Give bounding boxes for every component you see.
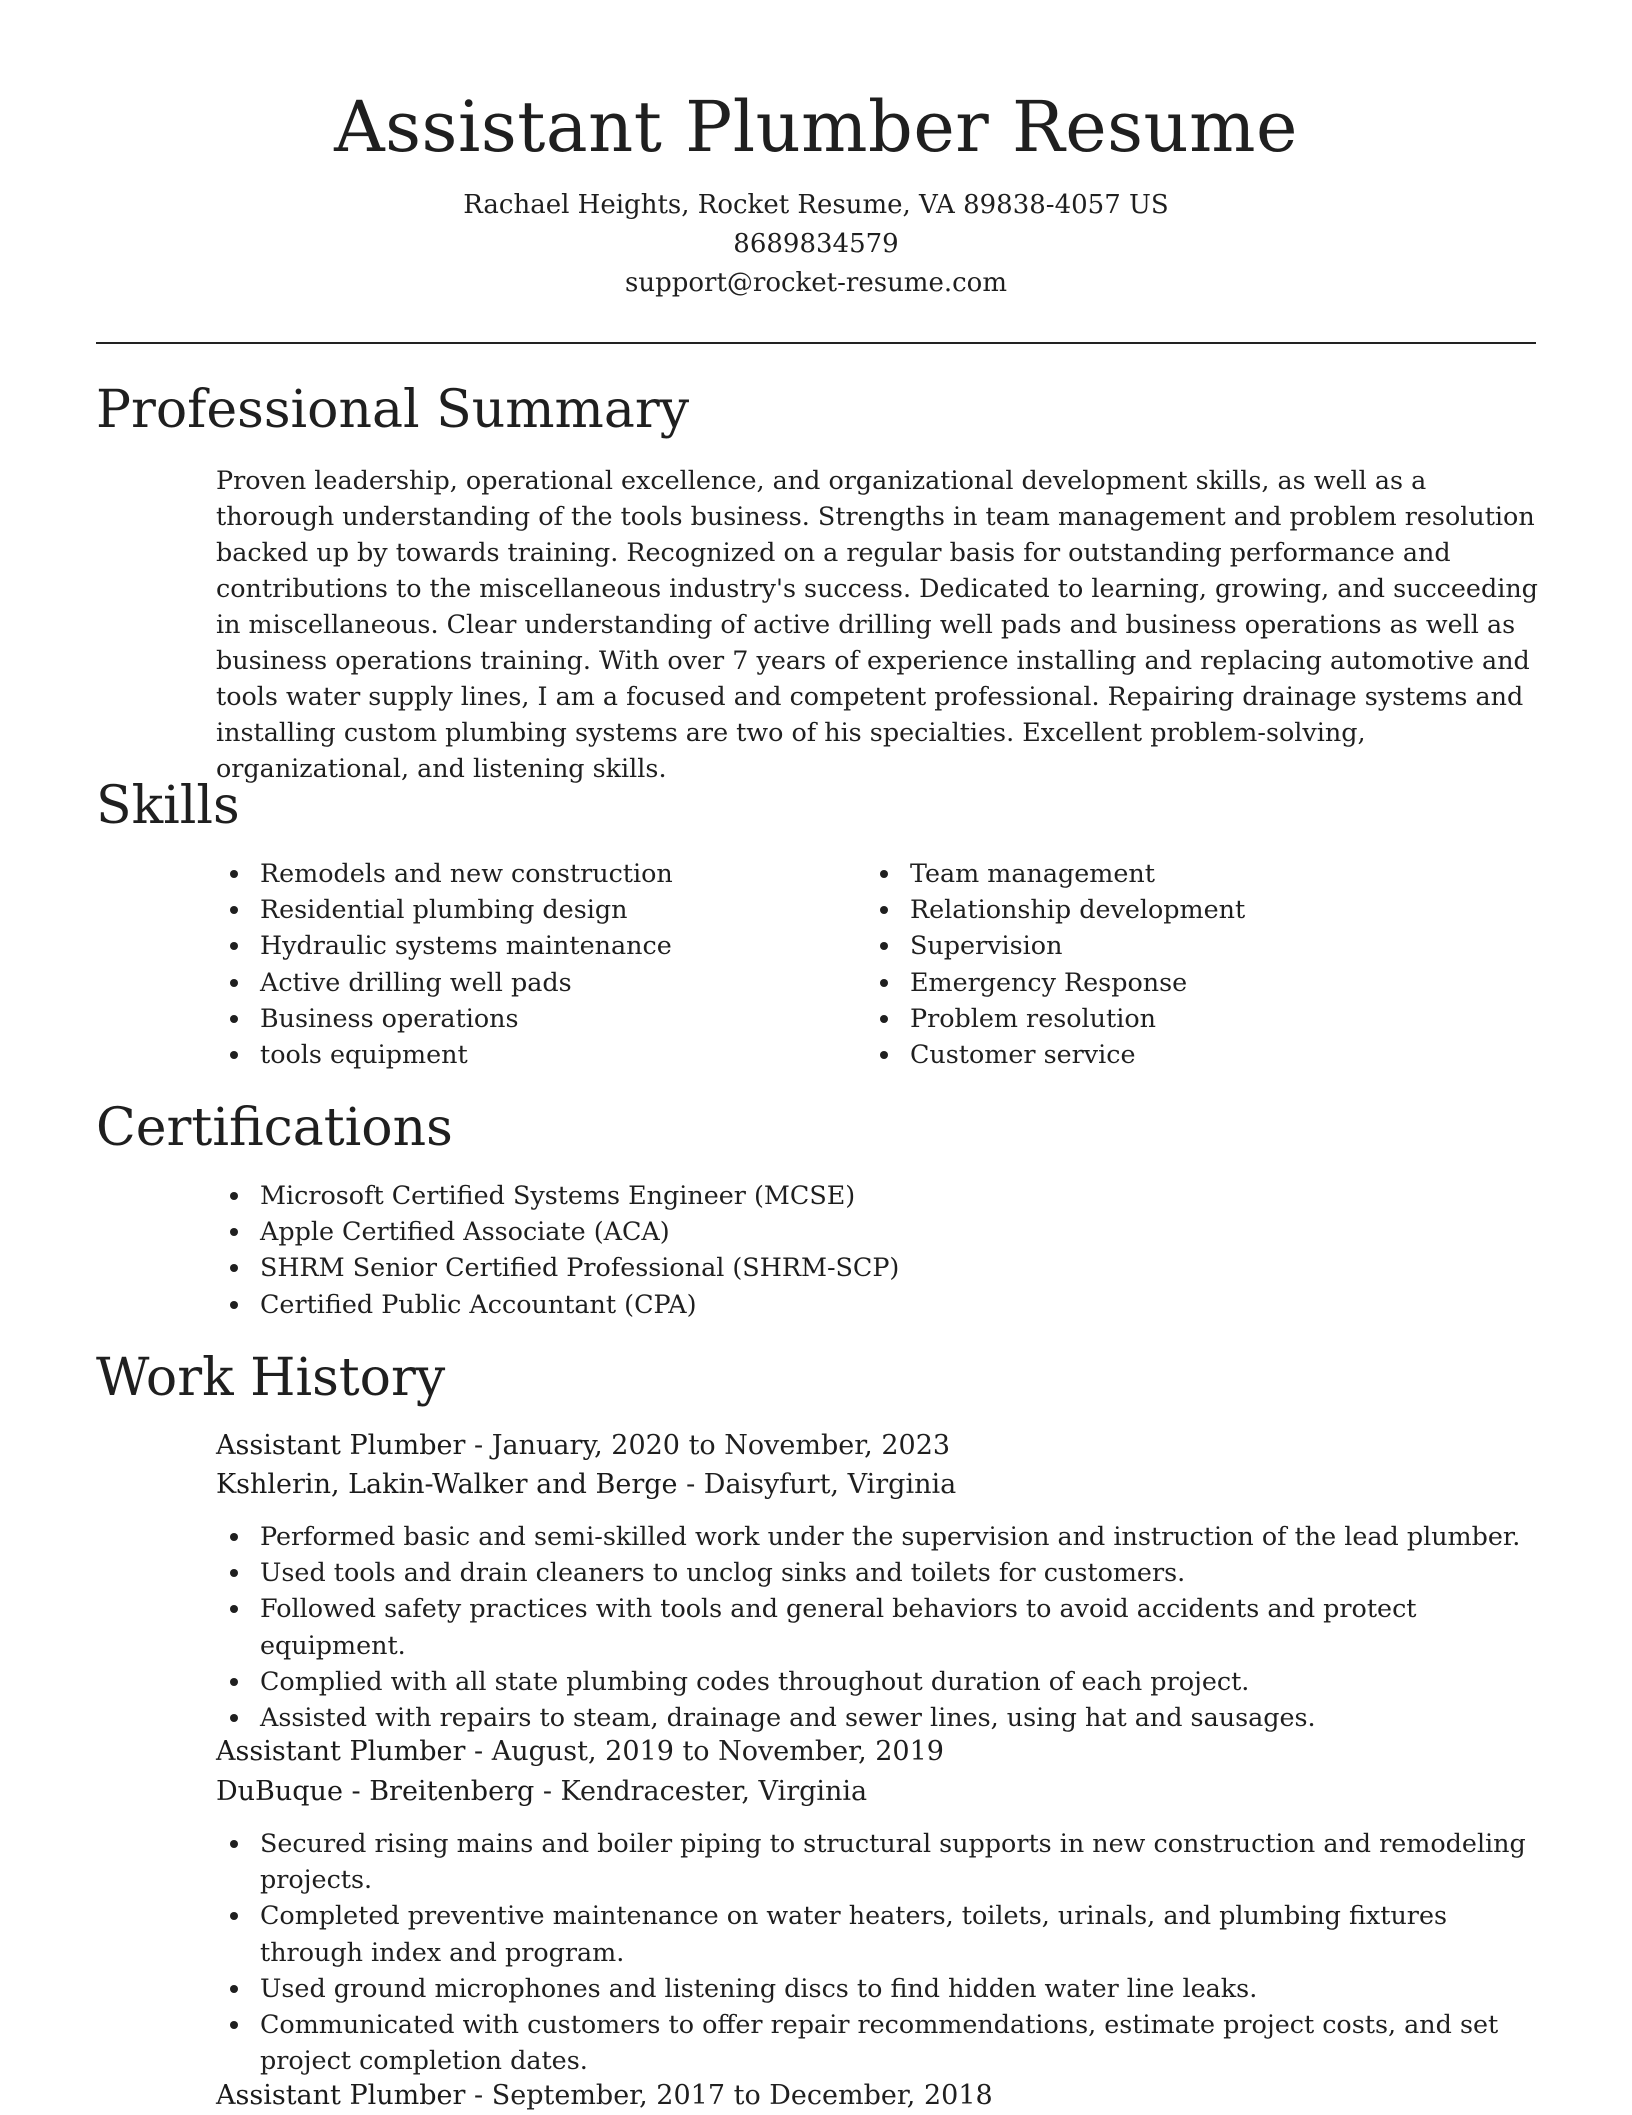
list-item: Followed safety practices with tools and general behaviors to avoid accidents and protect equipment. xyxy=(216,1590,1556,1662)
list-item: tools equipment xyxy=(216,1036,836,1072)
list-item: Used ground microphones and listening discs to find hidden water line leaks. xyxy=(216,1970,1556,2006)
header-divider xyxy=(96,342,1536,344)
job-title: Assistant Plumber xyxy=(216,1430,466,1461)
list-item: Business operations xyxy=(216,1000,836,1036)
job-company: Kshlerin, Lakin-Walker and Berge xyxy=(216,1469,678,1500)
list-item: Problem resolution xyxy=(866,1000,1486,1036)
job-3-title-line xyxy=(216,2076,993,2115)
separator: - xyxy=(465,1736,492,1767)
job-2-duties xyxy=(216,1825,1556,2078)
list-item: Relationship development xyxy=(866,891,1486,927)
contact-phone: 8689834579 xyxy=(733,229,899,259)
summary-text: Proven leadership, operational excellence, and organizational development skills, as well as a thorough understanding of the tools business. Strengths in team management and problem resolution backed up by towards training. Recognized on a regular basis for outstanding performance and contributions to the miscellaneous industry's success. Dedicated to learning, growing, and succeeding in miscellaneous. Clear understanding of active drilling well pads and business operations as well as business operations training. With over 7 years of experience installing and replacing automotive and tools water supply lines, I am a focused and competent professional. Repairing drainage systems and installing custom plumbing systems are two of his specialties. Excellent problem-solving, organizational, and listening skills. xyxy=(216,465,1538,783)
skills-heading: Skills xyxy=(96,776,240,836)
list-item: Emergency Response xyxy=(866,964,1486,1000)
job-dates: September, 2017 to December, 2018 xyxy=(491,2080,993,2111)
list-item: Active drilling well pads xyxy=(216,964,836,1000)
list-item: Performed basic and semi-skilled work under the supervision and instruction of the lead plumber. xyxy=(216,1518,1556,1554)
contact-address: Rachael Heights, Rocket Resume, VA 89838-4057 US xyxy=(463,190,1169,220)
contact-block xyxy=(0,186,1632,303)
job-2-title-line xyxy=(216,1732,944,1771)
list-item: Residential plumbing design xyxy=(216,891,836,927)
contact-email: support@rocket-resume.com xyxy=(624,268,1007,298)
list-item: Team management xyxy=(866,855,1486,891)
list-item: Remodels and new construction xyxy=(216,855,836,891)
certifications-heading: Certifications xyxy=(96,1098,453,1158)
list-item: Assisted with repairs to steam, drainage and sewer lines, using hat and sausages. xyxy=(216,1699,1556,1735)
summary-heading: Professional Summary xyxy=(96,380,690,440)
skills-list-left xyxy=(216,855,836,1072)
list-item: Microsoft Certified Systems Engineer (MCSE) xyxy=(216,1177,1546,1213)
page-title: Assistant Plumber Resume xyxy=(334,86,1298,168)
list-item: Certified Public Accountant (CPA) xyxy=(216,1286,1546,1322)
job-1-company-line xyxy=(216,1465,956,1504)
resume-header xyxy=(0,0,1632,303)
list-item: Hydraulic systems maintenance xyxy=(216,927,836,963)
list-item: Supervision xyxy=(866,927,1486,963)
job-dates: January, 2020 to November, 2023 xyxy=(491,1430,951,1461)
separator: - xyxy=(465,1430,492,1461)
job-1-duties xyxy=(216,1518,1556,1735)
job-1-title-line xyxy=(216,1426,950,1465)
job-company: DuBuque - Breitenberg xyxy=(216,1776,535,1807)
job-title: Assistant Plumber xyxy=(216,2080,466,2111)
certifications-list xyxy=(216,1177,1546,1322)
job-2-company-line xyxy=(216,1772,867,1811)
list-item: Complied with all state plumbing codes throughout duration of each project. xyxy=(216,1663,1556,1699)
separator: - xyxy=(677,1469,704,1500)
list-item: Used tools and drain cleaners to unclog sinks and toilets for customers. xyxy=(216,1554,1556,1590)
job-dates: August, 2019 to November, 2019 xyxy=(491,1736,944,1767)
list-item: Apple Certified Associate (ACA) xyxy=(216,1213,1546,1249)
separator: - xyxy=(465,2080,492,2111)
job-location: Kendracester, Virginia xyxy=(560,1776,868,1807)
separator: - xyxy=(534,1776,561,1807)
job-title: Assistant Plumber xyxy=(216,1736,466,1767)
list-item: Completed preventive maintenance on water heaters, toilets, urinals, and plumbing fixtures through index and program. xyxy=(216,1897,1556,1969)
list-item: Communicated with customers to offer repair recommendations, estimate project costs, and set project completion dates. xyxy=(216,2006,1556,2078)
list-item: SHRM Senior Certified Professional (SHRM-SCP) xyxy=(216,1249,1546,1285)
work-history-heading: Work History xyxy=(96,1348,446,1408)
skills-list-right xyxy=(866,855,1486,1072)
job-location: Daisyfurt, Virginia xyxy=(703,1469,957,1500)
list-item: Customer service xyxy=(866,1036,1486,1072)
list-item: Secured rising mains and boiler piping to structural supports in new construction and remodeling projects. xyxy=(216,1825,1556,1897)
